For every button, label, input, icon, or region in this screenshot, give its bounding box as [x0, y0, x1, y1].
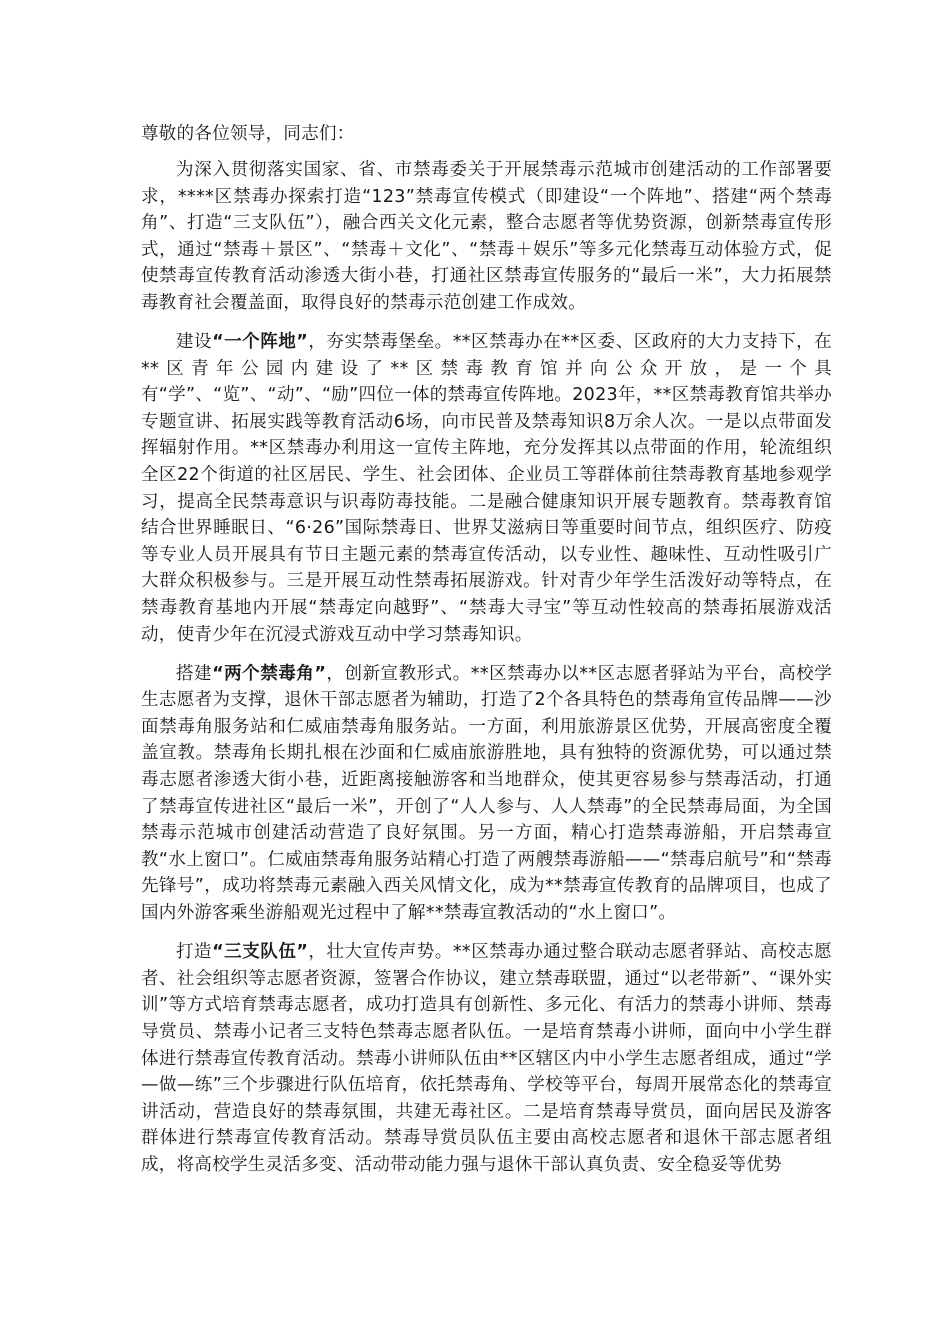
section-lead-prefix: 搭建: [176, 663, 213, 684]
section-heading: “一个阵地”: [212, 332, 309, 353]
section-lead-suffix: ，夯实禁毒堡垒。: [308, 332, 453, 353]
section-body: **区禁毒办通过整合联动志愿者驿站、高校志愿者、社会组织等志愿者资源，签署合作协议，建立禁毒联盟，通过“以老带新”、“课外实训”等方式培育禁毒志愿者，成功打造具有创新性、多元化、有活力的禁毒小讲师、禁毒导赏员、禁毒小记者三支特色禁毒志愿者队伍。一是培育禁毒小讲师，面向中小学生群体进行禁毒宣传教育活动。禁毒小讲师队伍由**区辖区内中小学生志愿者组成，通过“学—做—练”三个步骤进行队伍培育，依托禁毒角、学校等平台，每周开展常态化的禁毒宣讲活动，营造良好的禁毒氛围，共建无毒社区。二是培育禁毒导赏员，面向居民及游客群体进行禁毒宣传教育活动。禁毒导赏员队伍主要由高校志愿者和退休干部志愿者组成，将高校学生灵活多变、活动带动能力强与退休干部认真负责、安全稳妥等优势: [141, 942, 832, 1175]
intro-paragraph: 为深入贯彻落实国家、省、市禁毒委关于开展禁毒示范城市创建活动的工作部署要求，****区禁毒办探索打造“123”禁毒宣传模式（即建设“一个阵地”、搭建“两个禁毒角”、打造“三支队伍”），融合西关文化元素，整合志愿者等优势资源，创新禁毒宣传形式，通过“禁毒＋景区”、“禁毒＋文化”、“禁毒＋娱乐”等多元化禁毒互动体验方式，促使禁毒宣传教育活动渗透大街小巷，打通社区禁毒宣传服务的“最后一米”，大力拓展禁毒教育社会覆盖面，取得良好的禁毒示范创建工作成效。: [141, 160, 832, 313]
section-lead-suffix: ，壮大宣传声势。: [308, 942, 453, 963]
salutation: 尊敬的各位领导，同志们：: [141, 124, 355, 144]
section-body: **区禁毒办以**区志愿者驿站为平台，高校学生志愿者为支撑，退休干部志愿者为辅助，打造了2个各具特色的禁毒角宣传品牌——沙面禁毒角服务站和仁威庙禁毒角服务站。一方面，利用旅游景区优势，开展高密度全覆盖宣教。禁毒角长期扎根在沙面和仁威庙旅游胜地，具有独特的资源优势，可以通过禁毒志愿者渗透大街小巷，近距离接触游客和当地群众，使其更容易参与禁毒活动，打通了禁毒宣传进社区“最后一米”，开创了“人人参与、人人禁毒”的全民禁毒局面，为全国禁毒示范城市创建活动营造了良好氛围。另一方面，精心打造禁毒游船，开启禁毒宣教“水上窗口”。仁威庙禁毒角服务站精心打造了两艘禁毒游船——“禁毒启航号”和“禁毒先锋号”，成功将禁毒元素融入西关风情文化，成为**禁毒宣传教育的品牌项目，也成了国内外游客乘坐游船观光过程中了解**禁毒宣教活动的“水上窗口”。: [141, 663, 832, 924]
section-body: **区禁毒办在**区委、区政府的大力支持下，在**区青年公园内建设了**区禁毒教育馆并向公众开放，是一个具有“学”、“览”、“动”、“励”四位一体的禁毒宣传阵地。2023年，**区禁毒教育馆共举办专题宣讲、拓展实践等教育活动6场，向市民普及禁毒知识8万余人次。一是以点带面发挥辐射作用。**区禁毒办利用这一宣传主阵地，充分发挥其以点带面的作用，轮流组织全区22个街道的社区居民、学生、社会团体、企业员工等群体前往禁毒教育基地参观学习，提高全民禁毒意识与识毒防毒技能。二是融合健康知识开展专题教育。禁毒教育馆结合世界睡眠日、“6·26”国际禁毒日、世界艾滋病日等重要时间节点，组织医疗、防疫等专业人员开展具有节日主题元素的禁毒宣传活动，以专业性、趣味性、互动性吸引广大群众积极参与。三是开展互动性禁毒拓展游戏。针对青少年学生活泼好动等特点，在禁毒教育基地内开展“禁毒定向越野”、“禁毒大寻宝”等互动性较高的禁毒拓展游戏活动，使青少年在沉浸式游戏互动中学习禁毒知识。: [141, 332, 833, 645]
section-heading: “三支队伍”: [212, 942, 309, 963]
section-paragraph-position: [141, 329, 832, 648]
section-lead-prefix: 建设: [176, 332, 213, 353]
section-lead-suffix: ，创新宣教形式。: [326, 663, 471, 684]
section-lead-prefix: 打造: [176, 942, 213, 963]
document-page: [141, 120, 832, 1191]
section-paragraph-corners: [141, 661, 832, 927]
section-paragraph-teams: [141, 939, 832, 1178]
section-heading: “两个禁毒角”: [212, 663, 327, 684]
